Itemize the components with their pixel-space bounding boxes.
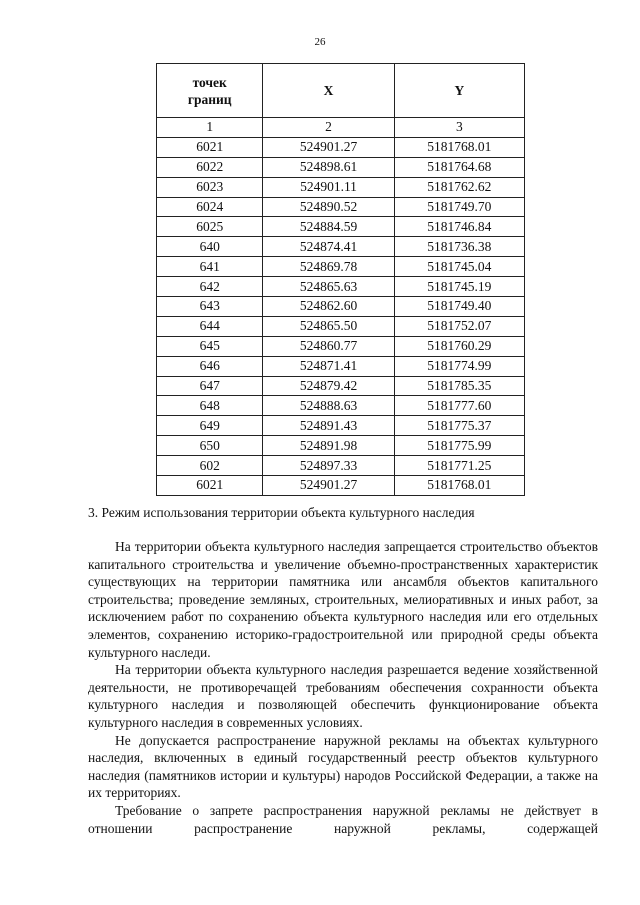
table-row — [157, 396, 525, 416]
cell-y: 5181768.01 — [394, 137, 524, 157]
table-row — [157, 316, 525, 336]
table-row — [157, 476, 525, 496]
column-number-row — [157, 118, 525, 138]
header-point-line1: точек — [192, 74, 227, 90]
paragraph-prohibitions: На территории объекта культурного наследия запрещается строительство объектов капитального строительства и увеличение объемно-пространственных характеристик существующих на территории памятника или ансамбля объектов капитального строительства; проведение земляных, строительных, мелиоративных и иных работ, за исключением работ по сохранению объекта культурного наследия или его отдельных элементов, сохранению историко-градостроительной или природной среды объекта культурного наследи. — [88, 539, 598, 660]
cell-point: 646 — [157, 356, 263, 376]
cell-x: 524865.63 — [263, 277, 394, 297]
cell-x: 524862.60 — [263, 297, 394, 317]
table-row — [157, 177, 525, 197]
column-number: 2 — [263, 118, 394, 138]
table-row — [157, 336, 525, 356]
cell-y: 5181745.04 — [394, 257, 524, 277]
cell-y: 5181749.70 — [394, 197, 524, 217]
paragraph-advertising-exception: Требование о запрете распространения наружной рекламы не действует в отношении распространение наружной рекламы, содержащей — [88, 802, 598, 836]
cell-y: 5181736.38 — [394, 237, 524, 257]
cell-point: 642 — [157, 277, 263, 297]
cell-x: 524897.33 — [263, 456, 394, 476]
column-number: 3 — [394, 118, 524, 138]
cell-point: 645 — [157, 336, 263, 356]
cell-x: 524860.77 — [263, 336, 394, 356]
cell-y: 5181745.19 — [394, 277, 524, 297]
table-row — [157, 257, 525, 277]
cell-x: 524871.41 — [263, 356, 394, 376]
cell-point: 643 — [157, 297, 263, 317]
cell-point: 6022 — [157, 157, 263, 177]
cell-y: 5181771.25 — [394, 456, 524, 476]
cell-y: 5181777.60 — [394, 396, 524, 416]
cell-y: 5181760.29 — [394, 336, 524, 356]
cell-y: 5181752.07 — [394, 316, 524, 336]
table-row — [157, 237, 525, 257]
header-point-line2: границ — [187, 91, 232, 107]
table-row — [157, 277, 525, 297]
paragraph-advertising-ban: Не допускается распространение наружной рекламы на объектах культурного наследия, включенных в единый государственный реестр объектов культурного наследия (памятников истории и культуры) народов Российской Федерации, а также на их территориях. — [88, 732, 598, 801]
cell-x: 524884.59 — [263, 217, 394, 237]
section-body — [88, 538, 598, 837]
cell-point: 6023 — [157, 177, 263, 197]
cell-x: 524879.42 — [263, 376, 394, 396]
cell-y: 5181775.37 — [394, 416, 524, 436]
cell-y: 5181774.99 — [394, 356, 524, 376]
table-header-row — [157, 64, 525, 118]
cell-x: 524888.63 — [263, 396, 394, 416]
cell-point: 6021 — [157, 137, 263, 157]
cell-point: 6021 — [157, 476, 263, 496]
paragraph-permitted-activity: На территории объекта культурного наследия разрешается ведение хозяйственной деятельности, не противоречащей требованиям обеспечения сохранности объекта культурного наследия и позволяющей обеспечить функционирование объекта культурного наследия в современных условиях. — [88, 662, 598, 730]
cell-x: 524874.41 — [263, 237, 394, 257]
table-row — [157, 356, 525, 376]
table-row — [157, 436, 525, 456]
cell-y: 5181775.99 — [394, 436, 524, 456]
table-row — [157, 376, 525, 396]
cell-point: 647 — [157, 376, 263, 396]
cell-x: 524891.98 — [263, 436, 394, 456]
cell-x: 524901.11 — [263, 177, 394, 197]
cell-y: 5181785.35 — [394, 376, 524, 396]
cell-y: 5181764.68 — [394, 157, 524, 177]
cell-point: 641 — [157, 257, 263, 277]
cell-point: 650 — [157, 436, 263, 456]
column-number: 1 — [157, 118, 263, 138]
header-point — [157, 64, 263, 118]
cell-point: 644 — [157, 316, 263, 336]
table-row — [157, 197, 525, 217]
table-row — [157, 217, 525, 237]
table-body — [157, 137, 525, 495]
cell-x: 524901.27 — [263, 476, 394, 496]
cell-point: 6024 — [157, 197, 263, 217]
cell-point: 6025 — [157, 217, 263, 237]
cell-x: 524869.78 — [263, 257, 394, 277]
cell-y: 5181746.84 — [394, 217, 524, 237]
cell-x: 524891.43 — [263, 416, 394, 436]
cell-y: 5181768.01 — [394, 476, 524, 496]
table-row — [157, 157, 525, 177]
table-row — [157, 416, 525, 436]
table-row — [157, 456, 525, 476]
cell-point: 640 — [157, 237, 263, 257]
cell-point: 648 — [157, 396, 263, 416]
table-row — [157, 137, 525, 157]
header-y: Y — [394, 64, 524, 118]
header-x: X — [263, 64, 394, 118]
table-row — [157, 297, 525, 317]
cell-point: 649 — [157, 416, 263, 436]
cell-x: 524898.61 — [263, 157, 394, 177]
page-number: 26 — [314, 36, 326, 48]
cell-x: 524890.52 — [263, 197, 394, 217]
cell-point: 602 — [157, 456, 263, 476]
cell-x: 524865.50 — [263, 316, 394, 336]
cell-x: 524901.27 — [263, 137, 394, 157]
cell-y: 5181762.62 — [394, 177, 524, 197]
cell-y: 5181749.40 — [394, 297, 524, 317]
coordinates-table — [156, 63, 525, 496]
section-heading: 3. Режим использования территории объекта культурного наследия — [88, 505, 475, 520]
